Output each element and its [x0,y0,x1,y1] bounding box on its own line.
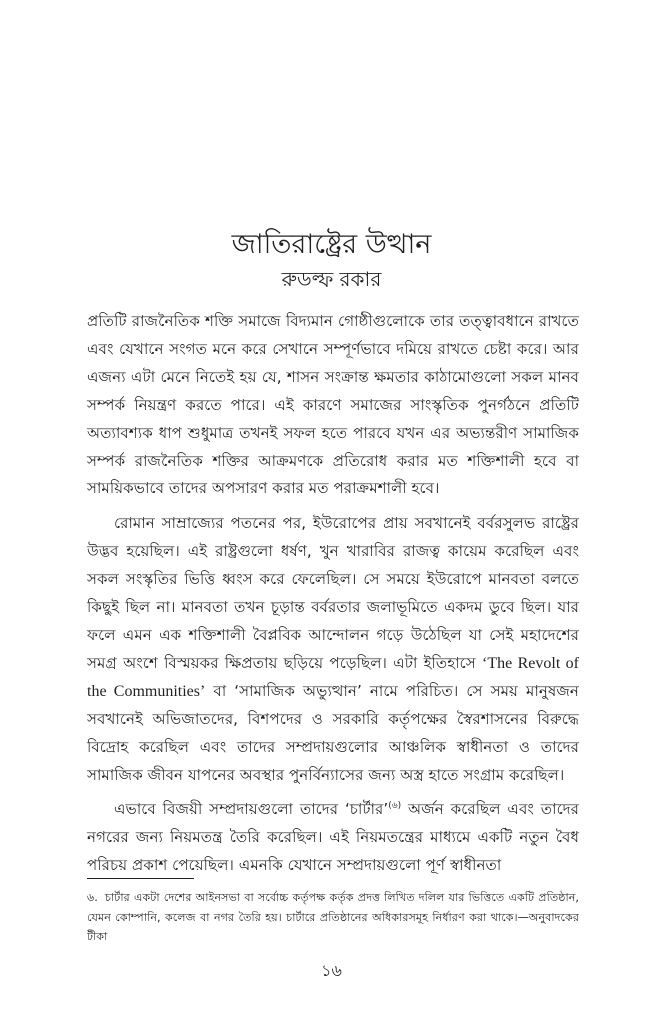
chapter-title: জাতিরাষ্ট্রের উত্থান [231,229,432,260]
footnote-divider [87,878,194,879]
paragraph-3-text-b: অর্জন করেছিল এবং তাদের নগরের জন্য নিয়মতন্ত্র তৈরি করেছিল। এই নিয়মতন্ত্রের মাধ্যমে একটি নতুন বৈধ পরিচয় প্রকাশ পেয়েছিল। এমনকি যেখানে সম্প্রদায়গুলো পূর্ণ স্বাধীনতা [87,800,580,875]
paragraph-3 [87,796,579,880]
chapter-author: রুডল্ফ রকার [281,267,382,291]
footnote-reference-number: ৬ [391,801,398,812]
footnote-reference: (৬) [388,801,402,812]
paragraph-2-text-b: বা ‘সামাজিক অভ্যুত্থান’ নামে পরিচিত। সে সময় মানুষজন সবখানেই অভিজাতদের, বিশপদের ও সরকারি কর্তৃপক্ষের স্বৈরশাসনের বিরুদ্ধে বিদ্রোহ করেছিল এবং তাদের সম্প্রদায়গুলোর আঞ্চলিক স্বাধীনতা ও তাদের সামাজিক জীবন যাপনের অবস্থার পুনর্বিন্যাসের জন্য অস্ত্র হাতে সংগ্রাম করেছিল। [87,681,579,784]
paragraph-1 [87,308,579,503]
english-phrase: ‘The Revolt of the Communities’ [87,654,579,700]
paragraph-3-text-a: এভাবে বিজয়ী সম্প্রদায়গুলো তাদের ‘চার্টার’ [114,800,389,819]
paragraph-2 [87,510,579,789]
paragraph-1-text: প্রতিটি রাজনৈতিক শক্তি সমাজে বিদ্যমান গোষ্ঠীগুলোকে তার তত্ত্বাবধানে রাখতে এবং যেখানে সংগত মনে করে সেখানে সম্পূর্ণভাবে দমিয়ে রাখতে চেষ্টা করে। আর এজন্য এটা মেনে নিতেই হয় যে, শাসন সংক্রান্ত ক্ষমতার কাঠামোগুলো সকল মানব সম্পর্ক নিয়ন্ত্রণ করতে পারে। এই কারণে সমাজের সাংস্কৃতিক পুনর্গঠনে প্রতিটি অত্যাবশ্যক ধাপ শুধুমাত্র তখনই সফল হতে পারবে যখন এর অভ্যন্তরীণ সামাজিক সম্পর্ক রাজনৈতিক শক্তির আক্রমণকে প্রতিরোধ করার মত শক্তিশালী হবে বা সাময়িকভাবে তাদের অপসারণ করার মত পরাক্রমশালী হবে। [87,312,579,498]
footnote-text: চার্টার একটা দেশের আইনসভা বা সর্বোচ্চ কর্তৃপক্ষ কর্তৃক প্রদত্ত লিখিত দলিল যার ভিত্তিতে একটি প্রতিষ্ঠান, যেমন কোম্পানি, কলেজ বা নগর তৈরি হয়। চার্টারে প্রতিষ্ঠানের অধিকারসমূহ নির্ধারণ করা থাকে।—অনুবাদকের টীকা [87,891,579,943]
footnote-number: ৬. [87,891,98,904]
chapter-body [87,308,579,887]
paragraph-2-text-a: রোমান সাম্রাজ্যের পতনের পর, ইউরোপের প্রায় সবখানেই বর্বরসুলভ রাষ্ট্রের উদ্ভব হয়েছিল। এই রাষ্ট্রগুলো ধর্ষণ, খুন খারাবির রাজত্ব কায়েম করেছিল এবং সকল সংস্কৃতির ভিত্তি ধ্বংস করে ফেলেছিল। সে সময়ে ইউরোপে মানবতা বলতে কিছুই ছিল না। মানবতা তখন চূড়ান্ত বর্বরতার জলাভূমিতে একদম ডুবে ছিল। যার ফলে এমন এক শক্তিশালী বৈপ্লবিক আন্দোলন গড়ে উঠেছিল যা সেই মহাদেশের সমগ্র অংশে বিস্ময়কর ক্ষিপ্রতায় ছড়িয়ে পড়েছিল। এটা ইতিহাসে [87,514,579,672]
footnote [87,888,579,947]
page-number: ১৬ [321,961,342,980]
